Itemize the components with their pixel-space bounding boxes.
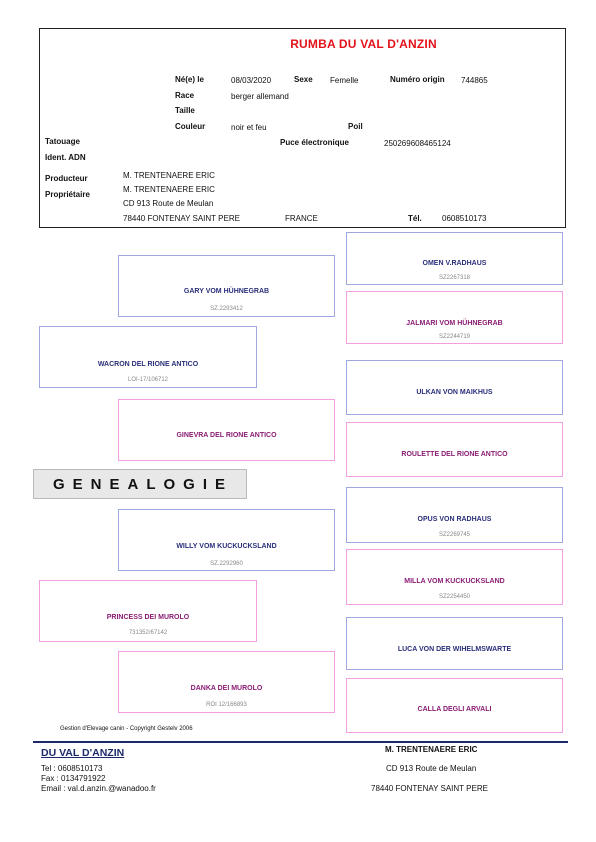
dds-name: LUCA VON DER WIHELMSWARTE (397, 646, 512, 653)
dss-name: OPUS VON RADHAUS (417, 516, 492, 523)
ssd-name: JALMARI VOM HÜHNEGRAB (406, 320, 503, 327)
sire-name: WACRON DEL RIONE ANTICO (97, 361, 199, 368)
ddd-name: CALLA DEGLI ARVALI (417, 706, 492, 713)
identity-panel (39, 28, 566, 228)
dam-card (39, 580, 257, 642)
footer-address-line1: CD 913 Route de Meulan (386, 764, 477, 773)
breed-value: berger allemand (231, 92, 289, 101)
footer-divider (33, 741, 568, 743)
footer-kennel-name: DU VAL D'ANZIN (41, 747, 125, 759)
sire-sire-name: GARY VOM HÜHNEGRAB (183, 288, 270, 295)
footer-tel: Tel : 0608510173 (41, 764, 103, 773)
born-value: 08/03/2020 (231, 76, 272, 85)
ssd-reg: SZ2244719 (438, 334, 471, 340)
dam-name: PRINCESS DEI MUROLO (106, 614, 190, 621)
producer-value: M. TRENTENAERE ERIC (123, 171, 215, 180)
sss-reg: SZ2267318 (438, 275, 471, 281)
sex-label: Sexe (294, 75, 313, 84)
sire-sire-reg: SZ.2293412 (210, 306, 243, 312)
sds-name: ULKAN VON MAIKHUS (416, 389, 493, 396)
footer-owner: M. TRENTENAERE ERIC (385, 745, 478, 754)
dna-label: Ident. ADN (45, 153, 86, 162)
dam-dam-name: DANKA DEI MUROLO (190, 685, 263, 692)
owner-address-line1: CD 913 Route de Meulan (123, 199, 214, 208)
dam-dam-reg: ROI 12/166893 (206, 702, 247, 708)
producer-label: Producteur (45, 174, 88, 183)
sire-dam-card (118, 399, 335, 461)
sire-reg: LOI-17/106712 (127, 377, 169, 383)
dsd-reg: SZ2254450 (438, 594, 471, 600)
size-label: Taille (175, 106, 195, 115)
origin-label: Numéro origin (390, 75, 445, 84)
chip-label: Puce électronique (280, 138, 349, 147)
sdd-card (346, 422, 563, 477)
color-value: noir et feu (231, 123, 267, 132)
ddd-card (346, 678, 563, 733)
chip-value: 250269608465124 (384, 139, 451, 148)
sss-name: OMEN V.RADHAUS (422, 260, 487, 267)
dam-sire-name: WILLY VOM KUCKUCKSLAND (176, 543, 277, 550)
dam-sire-reg: SZ.2292960 (210, 561, 243, 567)
breed-label: Race (175, 91, 195, 100)
color-label: Couleur (175, 122, 206, 131)
sds-card (346, 360, 563, 415)
sss-card (346, 232, 563, 285)
tel-value: 0608510173 (442, 214, 487, 223)
genealogie-banner: GENEALOGIE (33, 469, 247, 499)
sire-sire-card (118, 255, 335, 317)
tattoo-label: Tatouage (45, 137, 80, 146)
sex-value: Femelle (330, 76, 359, 85)
coat-label: Poil (348, 122, 363, 131)
dam-sire-card (118, 509, 335, 571)
sire-card (39, 326, 257, 388)
ssd-card (346, 291, 563, 344)
footer-email: Email : val.d.anzin.@wanadoo.fr (41, 784, 156, 793)
origin-value: 744865 (461, 76, 488, 85)
dsd-card (346, 549, 563, 605)
dam-dam-card (118, 651, 335, 713)
dam-reg: 731352/67142 (128, 630, 168, 636)
sdd-name: ROULETTE DEL RIONE ANTICO (401, 451, 508, 458)
tel-label: Tél. (408, 214, 422, 223)
footer-address-line2: 78440 FONTENAY SAINT PERE (371, 784, 488, 793)
dsd-name: MILLA VOM KUCKUCKSLAND (404, 578, 505, 585)
dss-card (346, 487, 563, 543)
owner-value: M. TRENTENAERE ERIC (123, 185, 215, 194)
copyright-text: Gestion d'Elevage canin - Copyright Gestelv 2006 (60, 726, 193, 732)
dds-card (346, 617, 563, 670)
born-label: Né(e) le (175, 75, 204, 84)
owner-address-line2: 78440 FONTENAY SAINT PERE (123, 214, 240, 223)
owner-country: FRANCE (285, 214, 318, 223)
dss-reg: SZ2269745 (438, 532, 471, 538)
owner-label: Propriétaire (45, 190, 90, 199)
footer-fax: Fax : 0134791922 (41, 774, 106, 783)
dog-name-title: RUMBA DU VAL D'ANZIN (290, 37, 437, 51)
sire-dam-name: GINEVRA DEL RIONE ANTICO (176, 432, 277, 439)
